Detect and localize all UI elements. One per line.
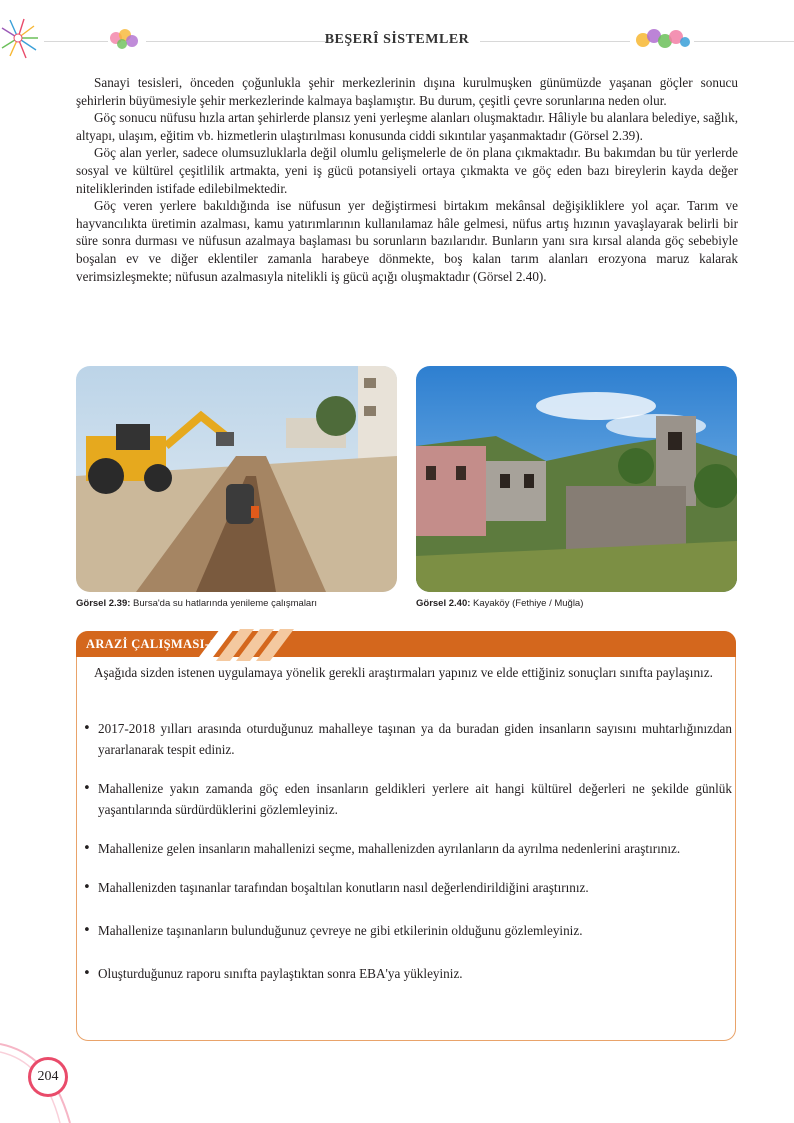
header-rule-right	[694, 41, 794, 42]
figure-caption-text: Bursa'da su hatlarında yenileme çalışmaları	[130, 598, 318, 609]
list-item	[80, 778, 732, 820]
bullet-icon: •	[83, 721, 91, 736]
figure-label: Görsel 2.39:	[76, 598, 131, 609]
header-rule-mid-right	[480, 41, 630, 42]
figure-label: Görsel 2.40:	[416, 598, 471, 609]
activity-title: ARAZİ ÇALIŞMASI-1	[86, 637, 216, 651]
page-header-title: BEŞERÎ SİSTEMLER	[324, 32, 470, 47]
activity-list	[80, 718, 732, 1002]
bullet-icon: •	[83, 781, 91, 796]
list-item-text: Oluşturduğunuz raporu sınıfta paylaştıktan sonra EBA'ya yükleyiniz.	[98, 966, 463, 981]
page-number: 204	[28, 1057, 68, 1097]
bullet-icon: •	[83, 966, 91, 981]
bullet-icon: •	[83, 841, 91, 856]
activity-intro-text: Aşağıda sizden istenen uygulamaya yönelik gerekli araştırmaları yapınız ve elde ettiğiniz sonuçları sınıfta paylaşınız.	[94, 665, 713, 680]
activity-intro	[76, 663, 732, 683]
kayakoy-ruins-photo	[416, 366, 737, 592]
paragraph: Göç veren yerlere bakıldığında ise nüfusun yer değiştirmesi birtakım mekânsal değişikliklere yol açar. Tarım ve hayvancılıkta üretimin azalması, kamu yatırımlarının kullanılamaz hâle gelmesi, nüfus artış hızının yavaşlayarak belirli bir süre sonra durması ve nüfusun azalmaya başlaması bu sorunların bazılarıdır. Bunların yanı sıra kırsal alanda göç sebebiyle boşalan ev ve diğer eklentiler zamanla harabeye dönmekte, boş kalan tarım alanları erozyona maruz kalarak verimsizleşmekte; nüfusun azalmasıyla nitelikli iş gücü açığı oluşmaktadır (Görsel 2.40).	[76, 198, 738, 284]
body-text	[76, 74, 738, 285]
figure-caption-2-40	[416, 598, 583, 609]
paragraph: Göç alan yerler, sadece olumsuzluklarla değil olumlu gelişmelerle de ön plana çıkmaktadır. Bu bakımdan bu tür yerlerde sosyal ve kültürel çeşitlilik artmakta, yeni iş gücü potansiyeli ortaya çıkmakta ve göç eden bazı bireylerin kayda değer niteliklerinden istifade edilebilmektedir.	[76, 145, 738, 196]
paragraph: Sanayi tesisleri, önceden çoğunlukla şehir merkezlerinin dışına kurulmuşken günümüzde yaşanan göçler sonucu şehirlerin büyümesiyle şehir merkezlerinde kalmaya başlamıştır. Bu durum, çeşitli çevre sorunlarına neden olur.	[76, 75, 738, 108]
construction-photo	[76, 366, 397, 592]
list-item-text: Mahallenize gelen insanların mahallenizi seçme, mahallenizden ayrılanların da ayrılma nedenlerini araştırınız.	[98, 841, 681, 856]
list-item	[80, 963, 732, 984]
list-item	[80, 920, 732, 941]
list-item-text: 2017-2018 yılları arasında oturduğunuz mahalleye taşınan ya da buradan giden insanların sayısını muhtarlığınızdan yararlanarak tespit ediniz.	[98, 721, 732, 757]
list-item	[80, 718, 732, 760]
floral-ornament-right-icon	[634, 26, 692, 52]
list-item	[80, 838, 732, 859]
bullet-icon: •	[83, 880, 91, 895]
paragraph: Göç sonucu nüfusu hızla artan şehirlerde plansız yeni yerleşme alanları oluşmaktadır. Hâliyle bu alanlara belediye, sağlık, altyapı, ulaşım, eğitim vb. hizmetlerin ulaştırılması konusunda ciddi sıkıntılar yaşanmaktadır (Görsel 2.39).	[76, 110, 738, 143]
list-item-text: Mahallenizden taşınanlar tarafından boşaltılan konutların nasıl değerlendirildiğini araştırınız.	[98, 880, 589, 895]
list-item-text: Mahallenize yakın zamanda göç eden insanların geldikleri yerlere ait hangi kültürel değerleri ne şekilde günlük yaşantılarında sürdürdüklerini gözlemleyiniz.	[98, 781, 732, 817]
figure-caption-text: Kayaköy (Fethiye / Muğla)	[470, 598, 584, 609]
list-item	[80, 877, 732, 898]
bullet-icon: •	[83, 923, 91, 938]
list-item-text: Mahallenize taşınanların bulunduğunuz çevreye ne gibi etkilerinin olduğunu gözlemleyiniz.	[98, 923, 583, 938]
figure-caption-2-39	[76, 598, 317, 609]
